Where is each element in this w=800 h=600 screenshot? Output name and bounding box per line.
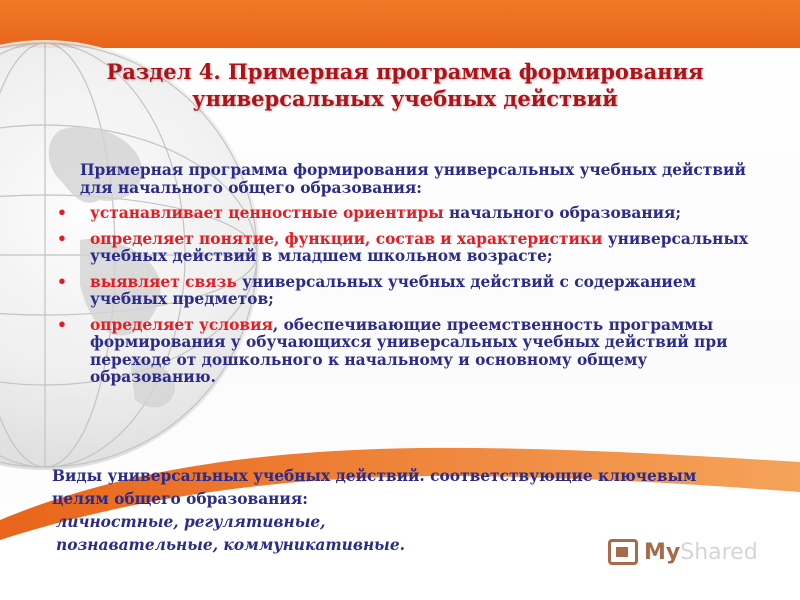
myshared-watermark (608, 534, 778, 570)
bullet-highlight: определяет условия (90, 315, 273, 334)
watermark-text-a: My (644, 539, 681, 565)
bullet-highlight: устанавливает ценностные ориентиры (90, 204, 444, 222)
myshared-logo-icon (608, 539, 638, 565)
list-item (57, 315, 770, 387)
types-heading-line-2: целям общего образования: (52, 490, 308, 508)
bullet-icon: • (57, 229, 67, 248)
list-item (57, 272, 770, 309)
list-item (57, 204, 770, 223)
title-line-2: универсальных учебных действий (192, 86, 618, 111)
bullet-icon: • (57, 315, 67, 334)
bullet-highlight: определяет понятие, функции, состав и характеристики (90, 229, 603, 248)
title-line-1: Раздел 4. Примерная программа формирования (106, 59, 704, 84)
list-item (57, 229, 770, 266)
bullet-list (57, 204, 770, 387)
types-heading-line-1: Виды универсальных учебных действий. соответствующие ключевым (52, 467, 697, 485)
slide-title (60, 58, 750, 112)
content-body (57, 161, 770, 395)
bullet-text: универсальных учебных действий с содержанием учебных предметов; (90, 272, 697, 308)
intro-text: Примерная программа формирования универсальных учебных действий для начального общего образования: (80, 161, 746, 197)
bullet-text: , обеспечивающие преемственность программы формирования у обучающихся универсальных учебных действий при переходе от дошкольного к начальному и основному общему образованию. (90, 315, 728, 386)
types-list-line-1: личностные, регулятивные, (56, 513, 326, 531)
types-list-line-2: познавательные, коммуникативные. (56, 536, 405, 554)
bullet-text: начального образования; (443, 204, 682, 222)
bullet-highlight: выявляет связь (90, 272, 237, 291)
bullet-text: универсальных учебных действий в младшем школьном возрасте; (90, 229, 749, 265)
watermark-text-b: Shared (680, 539, 758, 565)
bullet-icon: • (57, 204, 67, 222)
bullet-icon: • (57, 272, 67, 291)
